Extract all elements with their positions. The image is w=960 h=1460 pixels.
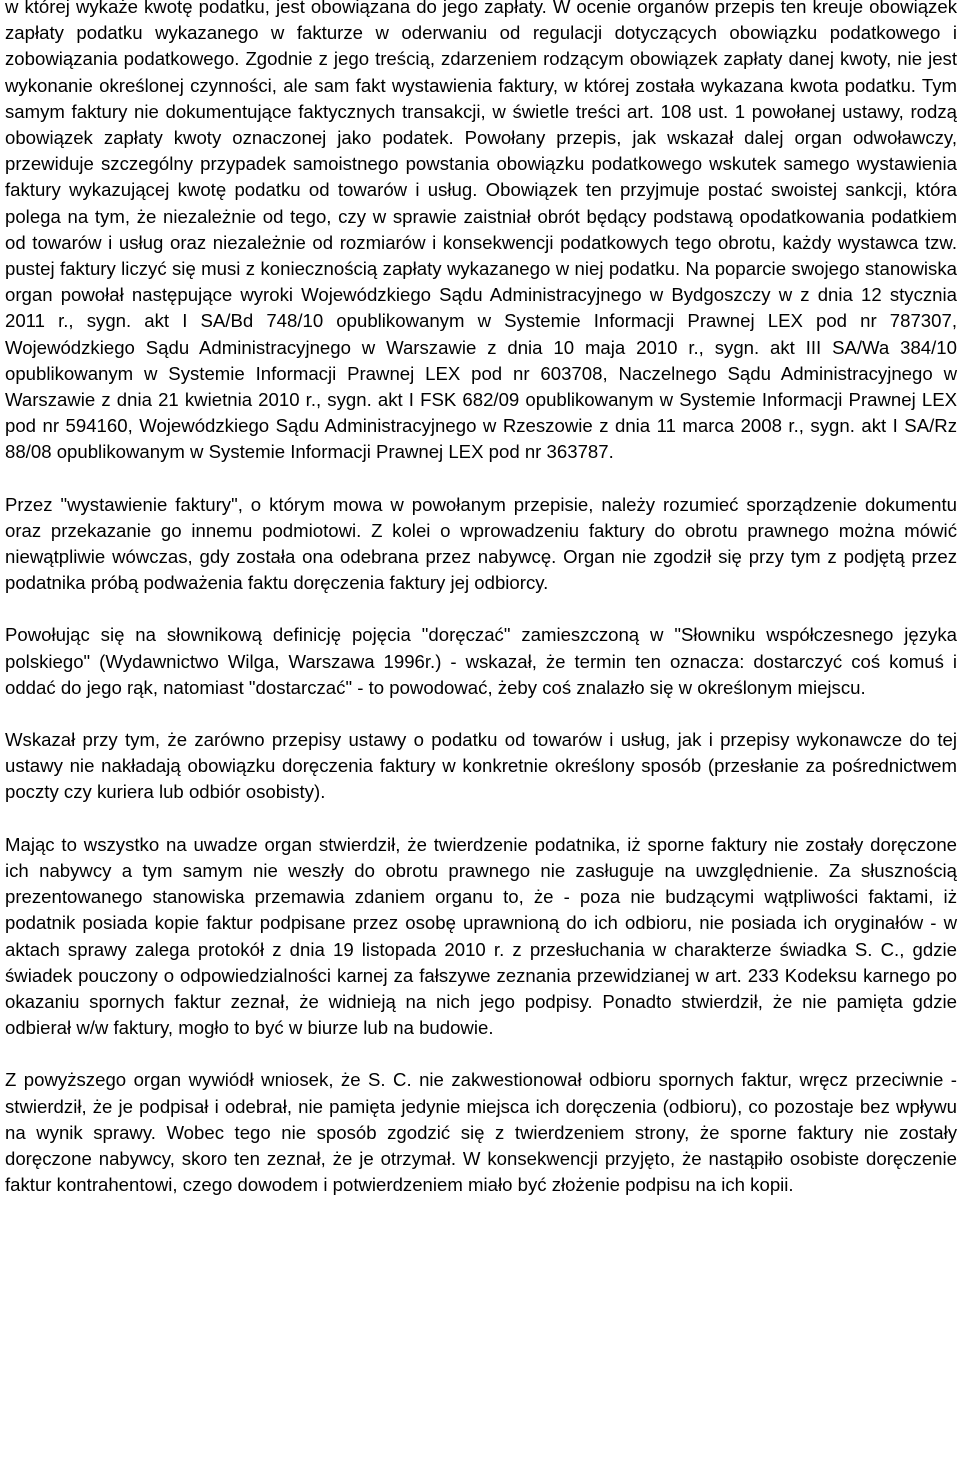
document-page <box>5 0 957 1198</box>
paragraph-4: Wskazał przy tym, że zarówno przepisy ustawy o podatku od towarów i usług, jak i przepisy wykonawcze do tej ustawy nie nakładają obowiązku doręczenia faktury w konkretnie określony sposób (przesłanie za pośrednictwem poczty czy kuriera lub odbiór osobisty). <box>5 729 957 803</box>
paragraph-3: Powołując się na słownikową definicję pojęcia "doręczać" zamieszczoną w "Słowniku współczesnego języka polskiego" (Wydawnictwo Wilga, Warszawa 1996r.) - wskazał, że termin ten oznacza: dostarczyć coś komuś i oddać do jego rąk, natomiast "dostarczać" - to powodować, żeby coś znalazło się w określonym miejscu. <box>5 624 957 698</box>
paragraph-1: w której wykaże kwotę podatku, jest obowiązana do jego zapłaty. W ocenie organów przepis ten kreuje obowiązek zapłaty podatku wykazanego w fakturze w oderwaniu od regulacji dotyczących obowiązku podatkowego i zobowiązania podatkowego. Zgodnie z jego treścią, zdarzeniem rodzącym obowiązek zapłaty danej kwoty, nie jest wykonanie określonej czynności, ale sam fakt wystawienia faktury, w której została wykazana kwota podatku. Tym samym faktury nie dokumentujące faktycznych transakcji, w świetle treści art. 108 ust. 1 powołanej ustawy, rodzą obowiązek zapłaty kwoty oznaczonej jako podatek. Powołany przepis, jak wskazał dalej organ odwoławczy, przewiduje szczególny przypadek samoistnego powstania obowiązku podatkowego wskutek samego wystawienia faktury wykazującej kwotę podatku od towarów i usług. Obowiązek ten przyjmuje postać swoistej sankcji, która polega na tym, że niezależnie od tego, czy w sprawie zaistniał obrót będący podstawą opodatkowania podatkiem od towarów i usług oraz niezależnie od rozmiarów i konsekwencji podatkowych tego obrotu, każdy wystawca tzw. pustej faktury liczyć się musi z koniecznością zapłaty wykazanego w niej podatku. Na poparcie swojego stanowiska organ powołał następujące wyroki Wojewódzkiego Sądu Administracyjnego w Bydgoszczy w z dnia 12 stycznia 2011 r., sygn. akt I SA/Bd 748/10 opublikowanym w Systemie Informacji Prawnej LEX pod nr 787307, Wojewódzkiego Sądu Administracyjnego w Warszawie z dnia 10 maja 2010 r., sygn. akt III SA/Wa 384/10 opublikowanym w Systemie Informacji Prawnej LEX pod nr 603708, Naczelnego Sądu Administracyjnego w Warszawie z dnia 21 kwietnia 2010 r., sygn. akt I FSK 682/09 opublikowanym w Systemie Informacji Prawnej LEX pod nr 594160, Wojewódzkiego Sądu Administracyjnego w Rzeszowie z dnia 11 marca 2008 r., sygn. akt I SA/Rz 88/08 opublikowanym w Systemie Informacji Prawnej LEX pod nr 363787. <box>5 0 957 463</box>
paragraph-2: Przez "wystawienie faktury", o którym mowa w powołanym przepisie, należy rozumieć sporządzenie dokumentu oraz przekazanie go innemu podmiotowi. Z kolei o wprowadzeniu faktury do obrotu prawnego można mówić niewątpliwie wówczas, gdy została ona odebrana przez nabywcę. Organ nie zgodził się przy tym z podjętą przez podatnika próbą podważenia faktu doręczenia faktury jej odbiorcy. <box>5 493 957 594</box>
paragraph-6: Z powyższego organ wywiódł wniosek, że S. C. nie zakwestionował odbioru spornych faktur, wręcz przeciwnie - stwierdził, że je podpisał i odebrał, nie pamięta jedynie miejsca ich doręczenia (odbioru), co pozostaje bez wpływu na wynik sprawy. Wobec tego nie sposób zgodzić się z twierdzeniem strony, że sporne faktury nie zostały doręczone nabywcy, skoro ten zeznał, że je otrzymał. W konsekwencji przyjęto, że nastąpiło osobiste doręczenie faktur kontrahentowi, czego dowodem i potwierdzeniem miało być złożenie podpisu na ich kopii. <box>5 1069 957 1196</box>
paragraph-5: Mając to wszystko na uwadze organ stwierdził, że twierdzenie podatnika, iż sporne faktury nie zostały doręczone ich nabywcy a tym samym nie weszły do obrotu prawnego nie zasługuje na uwzględnienie. Za słusznością prezentowanego stanowiska przemawia zdaniem organu to, że - poza nie budzącymi wątpliwości faktami, iż podatnik posiada kopie faktur podpisane przez osobę uprawnioną do ich odbioru, nie posiada ich oryginałów - w aktach sprawy zalega protokół z dnia 19 listopada 2010 r. z przesłuchania w charakterze świadka S. C., gdzie świadek pouczony o odpowiedzialności karnej za fałszywe zeznania przewidzianej w art. 233 Kodeksu karnego po okazaniu spornych faktur zeznał, że widnieją na nich jego podpisy. Ponadto stwierdził, że nie pamięta gdzie odbierał w/w faktury, mogło to być w biurze lub na budowie. <box>5 833 957 1039</box>
